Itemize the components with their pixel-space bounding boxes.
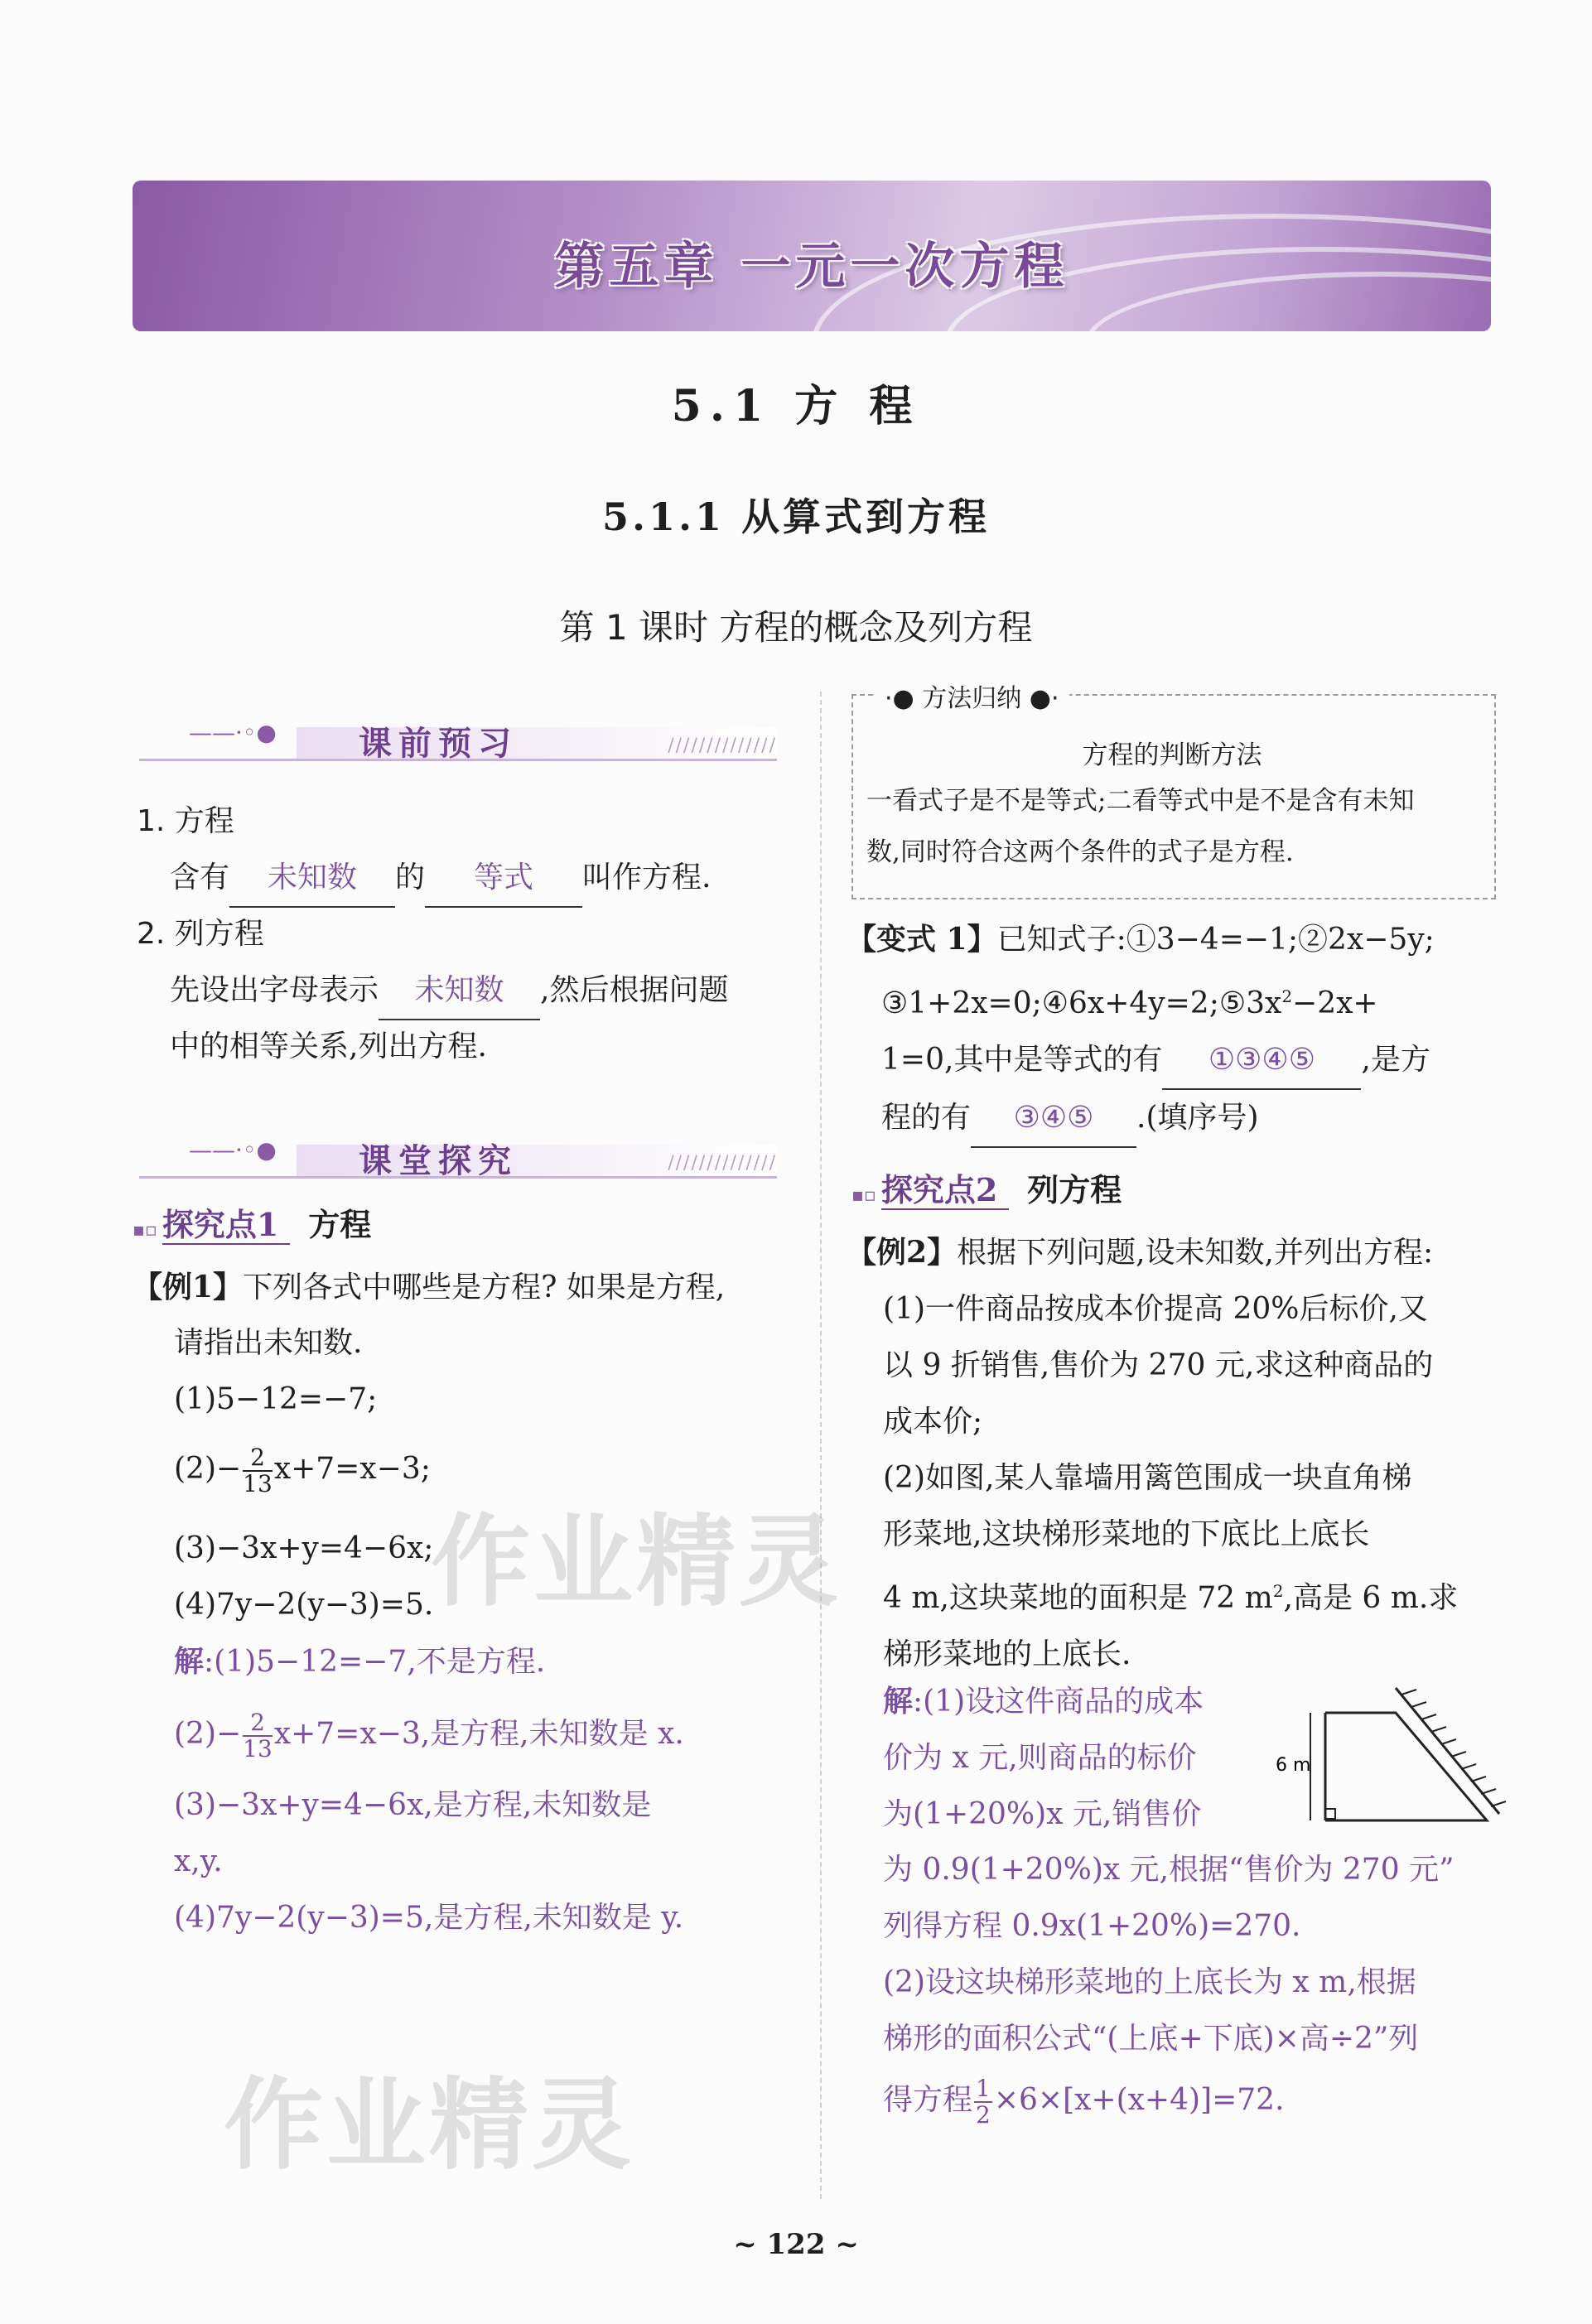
question-4: (4)7y−2(y−3)=5. (174, 1588, 434, 1622)
dots-icon: ——·◦● (189, 719, 277, 746)
example2: 【例2】根据下列问题,设未知数,并列出方程: (1)一件商品按成本价提高 20%后标价,又 以 9 折销售,售价为 270 元,求这种商品的 成本价; (2)如图,某人靠墙用篱笆围成一块直角梯 形菜地,这块梯形菜地的下底比上底长 4 m,这块菜地的面积是 72 $m^2$,高是 6 m.求 梯形菜地的上底长. (847, 1235, 1459, 1671)
method-heading: 方程的判断方法 (1082, 740, 1262, 770)
column-divider (820, 692, 822, 2199)
preview-item2-line2: 中的相等关系,列出方程. (170, 1029, 487, 1063)
explore-point2: ▪▫ 探究点2 列方程 (851, 1171, 1122, 1208)
preview-header: ——·◦● 课前预习 ////////////// (139, 711, 777, 777)
method-body: 一看式子是不是等式;二看等式中是不是含有未知 数,同时符合这两个条件的式子是方程. (866, 786, 1415, 867)
explore-point1: ▪▫ 探究点1 方程 (133, 1206, 372, 1243)
preview-item2: 先设出字母表示 未知数 ,然后根据问题 (170, 962, 728, 1020)
solution-2: (2)− $\frac{2}{13}$ x+7=x−3,是方程,未知数是 x. (174, 1709, 684, 1762)
question-3: (3)−3x+y=4−6x; (174, 1531, 434, 1565)
example1: 【例1】下列各式中哪些是方程? 如果是方程, (133, 1270, 726, 1304)
example1-line2: 请指出未知数. (174, 1326, 363, 1360)
dots-icon: ——·◦● (189, 1136, 277, 1164)
watermark: 作业精灵 (431, 1505, 842, 1620)
method-tag: ·● 方法归纳 ●· (875, 677, 1069, 714)
answer-blank: ③④⑤ (971, 1090, 1136, 1148)
answer-blank: 未知数 (229, 850, 395, 908)
variant1: 【变式 1】已知式子:①3−4=−1;②2x−5y; $③1+2x=0;④6x+4y=2;⑤3x^2-2x+$ 1=0,其中是等式的有 ①③④⑤ ,是方 程的有 ③④⑤ .(填序号) (847, 911, 1501, 1148)
chapter-title: 第五章 一元一次方程 (554, 238, 1069, 296)
solution-3b: x,y. (174, 1844, 223, 1878)
preview-item2-title: 2. 列方程 (137, 917, 264, 951)
square-dots-icon: ▪▫ (133, 1220, 157, 1241)
answer-blank: 未知数 (379, 962, 540, 1020)
lesson-title: 第 1 课时 方程的概念及列方程 (559, 607, 1033, 648)
watermark: 作业精灵 (224, 2068, 634, 2183)
chapter-banner (133, 181, 1491, 331)
square-dots-icon: ▪▫ (851, 1185, 876, 1206)
section-title: 5.1 方 程 (671, 381, 921, 432)
height-label: 6 m (1276, 1755, 1311, 1776)
subsection-title: 5.1.1 从算式到方程 (601, 494, 991, 539)
answer-blank: ①③④⑤ (1162, 1032, 1361, 1090)
preview-item1: 含有 未知数 的 等式 叫作方程. (170, 850, 711, 908)
page-number: ~ 122 ~ (733, 2228, 859, 2261)
solution2-part2: 为 0.9(1+20%)x 元,根据“售价为 270 元” 列得方程 0.9x(1+20%)=270. (2)设这块梯形菜地的上底长为 x m,根据 梯形的面积公式“(上底+下底)×高÷2”列 得方程 $\frac{1}{2}$ ×6×[x+(x+4)]=72. (883, 1853, 1455, 2129)
solution2-part1: 解:(1)设这件商品的成本 价为 x 元,则商品的标价 为(1+20%)x 元,销售价 (883, 1684, 1204, 1831)
solution-4: (4)7y−2(y−3)=5,是方程,未知数是 y. (174, 1901, 684, 1935)
question-1: (1)5−12=−7; (174, 1382, 378, 1416)
trapezoid-figure (1276, 1681, 1508, 1839)
question-2: (2)− $\frac{2}{13}$ x+7=x−3; (174, 1444, 431, 1497)
solution-1: 解:(1)5−12=−7,不是方程. (174, 1644, 546, 1679)
explore-header: ——·◦● 课堂探究 ////////////// (139, 1128, 777, 1194)
answer-blank: 等式 (425, 850, 582, 908)
preview-item1-title: 1. 方程 (137, 804, 234, 838)
solution-3: (3)−3x+y=4−6x,是方程,未知数是 (174, 1788, 652, 1822)
